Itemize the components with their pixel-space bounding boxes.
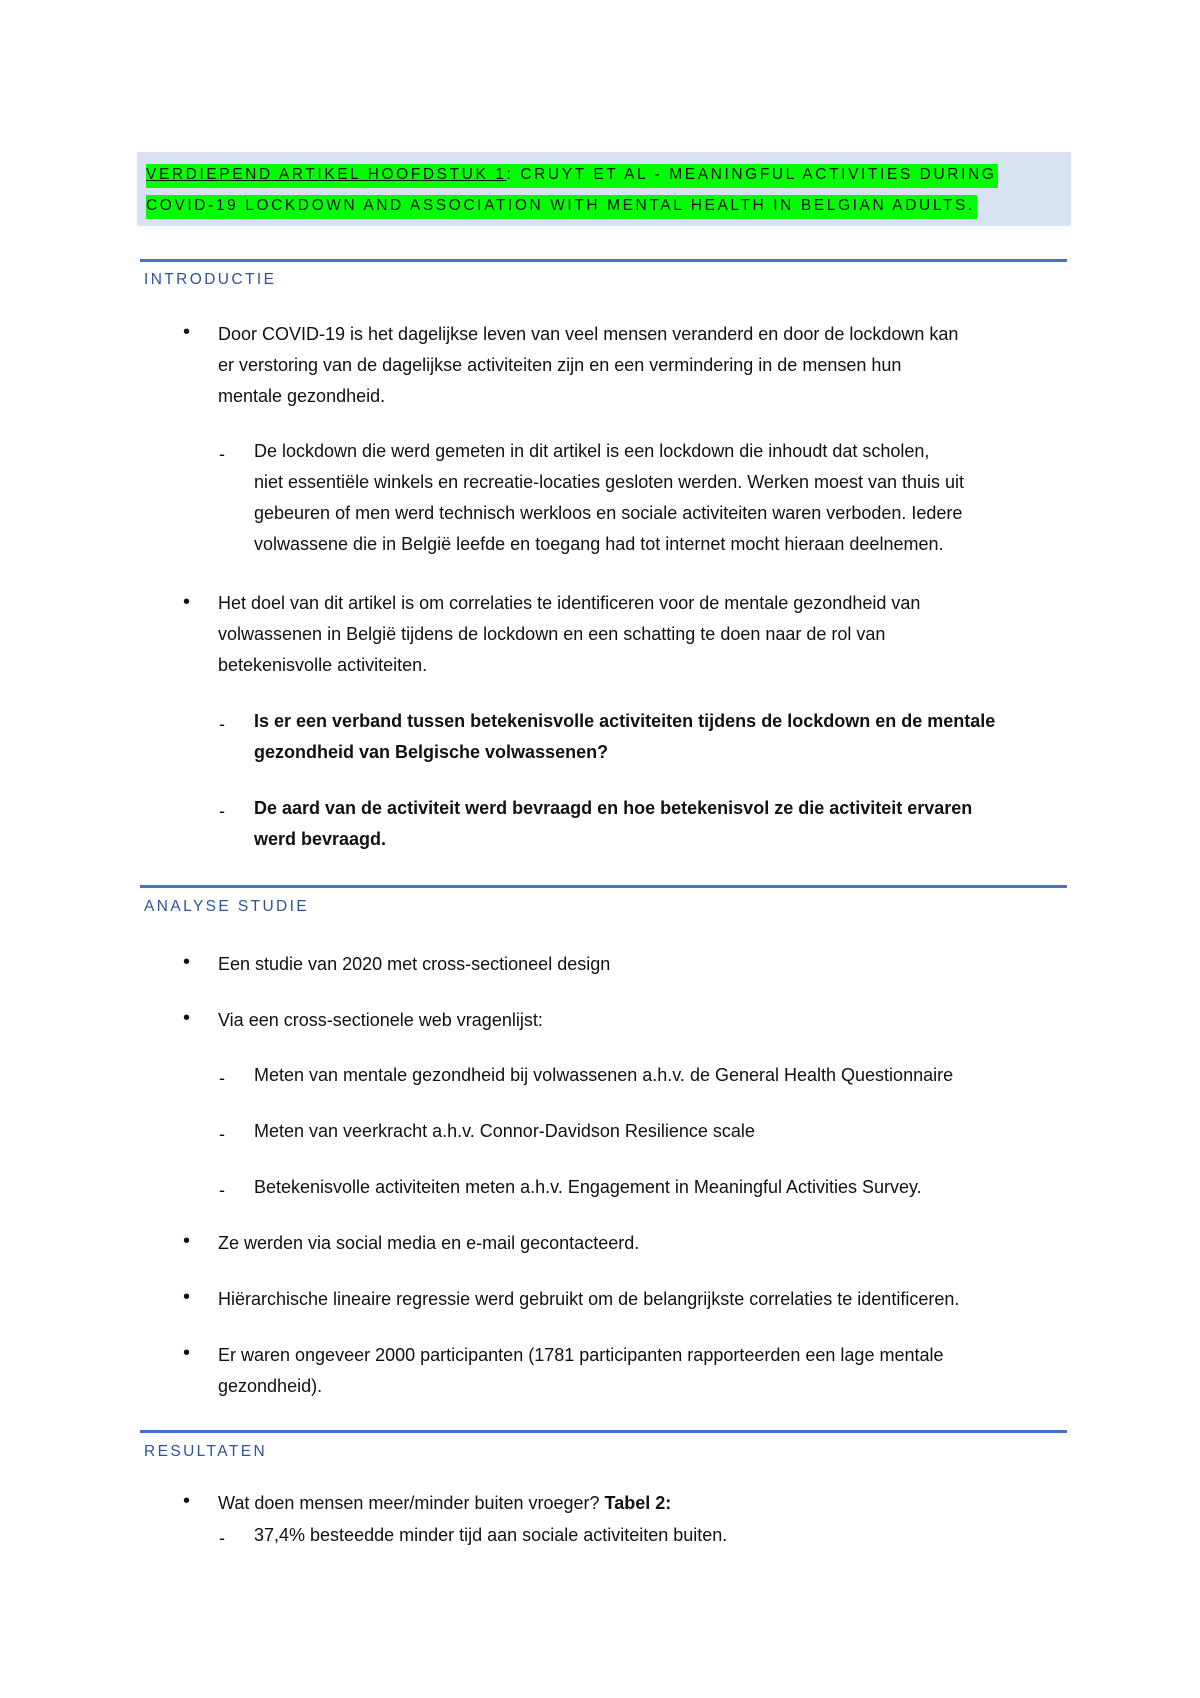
analyse-bullet-2: Via een cross-sectionele web vragenlijst: xyxy=(218,1010,543,1030)
analyse-bullet-3: Ze werden via social media en e-mail gecontacteerd. xyxy=(218,1233,640,1253)
text-line: Is er een verband tussen betekenisvolle activiteiten tijdens de lockdown en de mentale xyxy=(254,711,996,731)
analyse-bullet-5 xyxy=(218,1340,1068,1402)
intro-paragraph-1 xyxy=(218,319,1068,412)
table-reference: Tabel 2: xyxy=(604,1493,672,1513)
section-rule xyxy=(140,885,1067,888)
heading-analyse-studie: ANALYSE STUDIE xyxy=(144,898,310,915)
bullet-icon: • xyxy=(183,1490,191,1512)
section-rule xyxy=(140,1430,1067,1433)
dash-icon: - xyxy=(219,1180,225,1200)
text-line: gezondheid). xyxy=(218,1376,323,1396)
dash-icon: - xyxy=(219,1528,225,1548)
section-rule xyxy=(140,259,1067,262)
title-line-2: COVID-19 LOCKDOWN AND ASSOCIATION WITH MENTAL HEALTH IN BELGIAN ADULTS. xyxy=(146,195,977,219)
text-line: werd bevraagd. xyxy=(254,829,387,849)
text-line: er verstoring van de dagelijkse activiteiten zijn en een vermindering in de mensen hun xyxy=(218,355,902,375)
intro-paragraph-2 xyxy=(218,588,1068,681)
analyse-sub-3: Betekenisvolle activiteiten meten a.h.v. Engagement in Meaningful Activities Survey. xyxy=(254,1177,922,1197)
dash-icon: - xyxy=(219,1124,225,1144)
text-line: De lockdown die werd gemeten in dit artikel is een lockdown die inhoudt dat scholen, xyxy=(254,441,930,461)
intro-subparagraph-1 xyxy=(254,436,1074,560)
bullet-icon: • xyxy=(183,1286,191,1308)
analyse-bullet-4: Hiërarchische lineaire regressie werd gebruikt om de belangrijkste correlaties te identificeren. xyxy=(218,1289,960,1309)
text-line: gebeuren of men werd technisch werkloos en sociale activiteiten waren verboden. Iedere xyxy=(254,503,963,523)
bullet-icon: • xyxy=(183,951,191,973)
text-line: Het doel van dit artikel is om correlaties te identificeren voor de mentale gezondheid van xyxy=(218,593,921,613)
text-line: Door COVID-19 is het dagelijkse leven van veel mensen veranderd en door de lockdown kan xyxy=(218,324,959,344)
text-line: volwassenen in België tijdens de lockdown en een schatting te doen naar de rol van xyxy=(218,624,886,644)
bullet-icon: • xyxy=(183,1342,191,1364)
bullet-icon: • xyxy=(183,591,191,613)
research-question-2 xyxy=(254,793,1074,855)
analyse-bullet-1: Een studie van 2020 met cross-sectioneel design xyxy=(218,954,611,974)
resultaten-sub-1: 37,4% besteedde minder tijd aan sociale activiteiten buiten. xyxy=(254,1525,728,1545)
heading-introductie: INTRODUCTIE xyxy=(144,271,277,288)
research-question-1 xyxy=(254,706,1074,768)
dash-icon: - xyxy=(219,1068,225,1088)
bullet-icon: • xyxy=(183,1007,191,1029)
text-line: Er waren ongeveer 2000 participanten (1781 participanten rapporteerden een lage mentale xyxy=(218,1345,944,1365)
text-line: volwassene die in België leefde en toegang had tot internet mocht hieraan deelnemen. xyxy=(254,534,944,554)
analyse-sub-1: Meten van mentale gezondheid bij volwassenen a.h.v. de General Health Questionnaire xyxy=(254,1065,954,1085)
title-underlined: VERDIEPEND ARTIKEL HOOFDSTUK 1 xyxy=(146,166,507,183)
text-line: mentale gezondheid. xyxy=(218,386,386,406)
text-line: niet essentiële winkels en recreatie-locaties gesloten werden. Werken moest van thuis uit xyxy=(254,472,965,492)
dash-icon: - xyxy=(219,444,225,464)
bullet-icon: • xyxy=(183,321,191,343)
analyse-sub-2: Meten van veerkracht a.h.v. Connor-Davidson Resilience scale xyxy=(254,1121,755,1141)
text-line: gezondheid van Belgische volwassenen? xyxy=(254,742,609,762)
text-line: De aard van de activiteit werd bevraagd en hoe betekenisvol ze die activiteit ervaren xyxy=(254,798,973,818)
dash-icon: - xyxy=(219,801,225,821)
dash-icon: - xyxy=(219,714,225,734)
title-line-1 xyxy=(146,164,998,188)
bullet-icon: • xyxy=(183,1230,191,1252)
resultaten-bullet-1 xyxy=(218,1488,1068,1519)
text-inline: Wat doen mensen meer/minder buiten vroeger? xyxy=(218,1493,605,1513)
title-rest: : CRUYT ET AL - MEANINGFUL ACTIVITIES DURING xyxy=(506,166,997,183)
heading-resultaten: RESULTATEN xyxy=(144,1443,268,1460)
text-line: betekenisvolle activiteiten. xyxy=(218,655,428,675)
